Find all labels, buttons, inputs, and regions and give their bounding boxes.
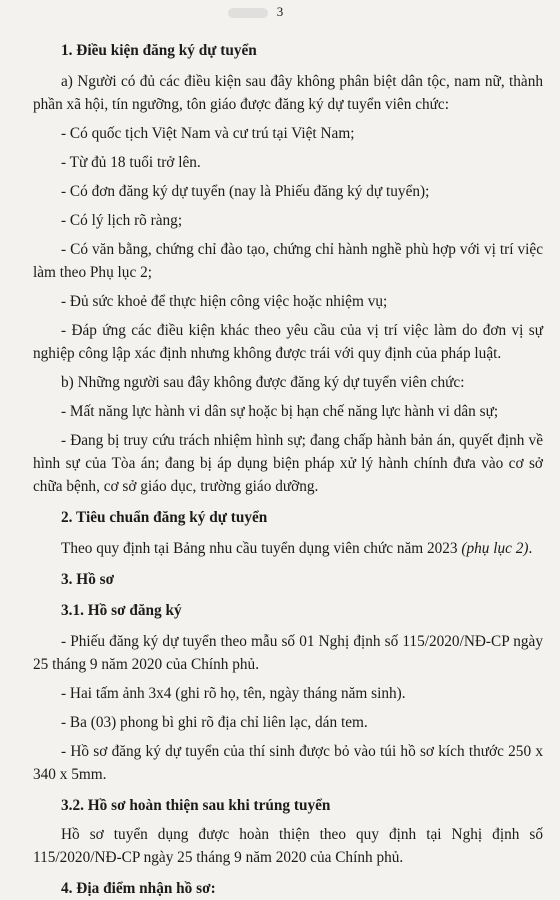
list-item: - Có đơn đăng ký dự tuyển (nay là Phiếu đăng ký dự tuyển); xyxy=(61,183,430,200)
heading-2: 2. Tiêu chuẩn đăng ký dự tuyển xyxy=(61,509,268,526)
list-item: - Có lý lịch rõ ràng; xyxy=(61,212,183,229)
list-item: - Hai tấm ảnh 3x4 (ghi rõ họ, tên, ngày tháng năm sinh). xyxy=(61,685,406,702)
heading-3: 3. Hồ sơ xyxy=(61,571,115,588)
para-2-end: . xyxy=(528,540,533,557)
list-item: - Mất năng lực hành vi dân sự hoặc bị hạn chế năng lực hành vi dân sự; xyxy=(61,403,499,420)
list-item: - Hồ sơ đăng ký dự tuyển của thí sinh được bỏ vào túi hồ sơ kích thước 250 x 340 x 5mm. xyxy=(33,743,543,783)
para-3-2: Hồ sơ tuyển dụng được hoàn thiện theo quy định tại Nghị định số 115/2020/NĐ-CP ngày 25 tháng 9 năm 2020 của Chính phủ. xyxy=(33,826,543,866)
heading-1: 1. Điều kiện đăng ký dự tuyển xyxy=(61,42,257,59)
list-item: - Có văn bằng, chứng chỉ đào tạo, chứng chỉ hành nghề phù hợp với vị trí việc làm theo Phụ lục 2; xyxy=(33,241,543,281)
list-item: - Có quốc tịch Việt Nam và cư trú tại Việt Nam; xyxy=(61,125,355,142)
para-1b-intro: b) Những người sau đây không được đăng ký dự tuyển viên chức: xyxy=(61,374,465,391)
heading-3-1: 3.1. Hồ sơ đăng ký xyxy=(61,602,182,619)
list-item: - Đủ sức khoẻ để thực hiện công việc hoặc nhiệm vụ; xyxy=(61,293,388,310)
heading-3-2: 3.2. Hồ sơ hoàn thiện sau khi trúng tuyển xyxy=(61,797,331,814)
para-2-italic: (phụ lục 2) xyxy=(461,540,529,557)
para-2-text: Theo quy định tại Bảng nhu cầu tuyển dụng viên chức năm 2023 xyxy=(61,540,458,557)
list-item: - Ba (03) phong bì ghi rõ địa chỉ liên lạc, dán tem. xyxy=(61,714,368,731)
document-body xyxy=(33,33,543,900)
list-item: - Từ đủ 18 tuổi trở lên. xyxy=(61,154,201,171)
heading-4: 4. Địa điểm nhận hồ sơ: xyxy=(61,880,216,897)
page-number: 3 xyxy=(276,4,284,19)
para-1a-intro: a) Người có đủ các điều kiện sau đây không phân biệt dân tộc, nam nữ, thành phần xã hội, tín ngưỡng, tôn giáo được đăng ký dự tuyển viên chức: xyxy=(33,73,543,113)
list-item: - Đáp ứng các điều kiện khác theo yêu cầu của vị trí việc làm do đơn vị sự nghiệp công lập xác định nhưng không được trái với quy định của pháp luật. xyxy=(33,322,543,362)
list-item: - Phiếu đăng ký dự tuyển theo mẫu số 01 Nghị định số 115/2020/NĐ-CP ngày 25 tháng 9 năm 2020 của Chính phủ. xyxy=(33,633,543,673)
list-item: - Đang bị truy cứu trách nhiệm hình sự; đang chấp hành bản án, quyết định về hình sự của Tòa án; đang bị áp dụng biện pháp xử lý hành chính đưa vào cơ sở chữa bệnh, cơ sở giáo dục, trường giáo dưỡng. xyxy=(33,432,543,495)
para-2 xyxy=(33,537,543,560)
